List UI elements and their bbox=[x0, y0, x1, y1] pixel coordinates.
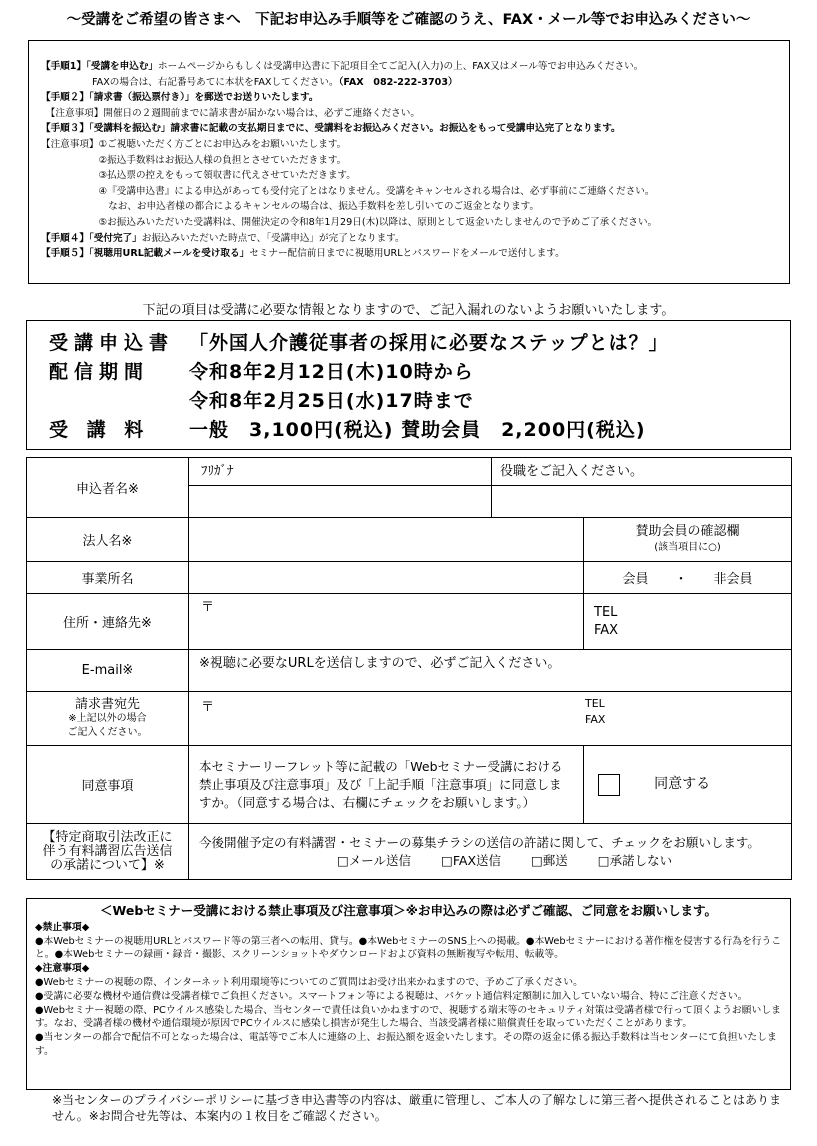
agree-label: 同意する bbox=[654, 776, 711, 793]
postal-mark: 〒 bbox=[201, 600, 215, 615]
ad-consent-cell bbox=[189, 824, 792, 880]
agree-cell[interactable] bbox=[584, 746, 792, 824]
step-bold: 【手順1】「受講を申込む」 bbox=[41, 61, 158, 72]
email-field[interactable] bbox=[189, 650, 792, 692]
opt-decline-checkbox[interactable]: □承諾しない bbox=[597, 852, 673, 868]
label-office: 事業所名 bbox=[27, 562, 189, 594]
course-key-period: 配信期間 bbox=[49, 361, 150, 383]
furigana-field[interactable] bbox=[189, 458, 492, 486]
step-line bbox=[41, 184, 779, 200]
step-line bbox=[41, 215, 779, 231]
fax-label: FAX bbox=[594, 622, 619, 638]
prohibited-text: ●本Webセミナーの視聴用URLとパスワード等の第三者への転用、貸与。●本WebセミナーのSNS上への掲載。●本Webセミナーにおける著作権を侵害する行為を行うこと。●本Webセミナーの録画・録音・撮影、スクリーンショットやダウンロードおよび資料の無断複写や転用、転載等。 bbox=[35, 935, 782, 961]
step-bold: 【手順２】「請求書（振込票付き）」を郵送でお送りいたします。 bbox=[41, 92, 319, 104]
course-fee: 一般 3,100円(税込) 賛助会員 2,200円(税込) bbox=[189, 419, 646, 441]
member-check-title: 賛助会員の確認欄 bbox=[635, 523, 740, 539]
label-address: 住所・連絡先※ bbox=[27, 594, 189, 650]
label-corp: 法人名※ bbox=[27, 518, 189, 562]
billing-title: 請求書宛先 bbox=[74, 696, 140, 712]
privacy-footer: ※当センターのプライバシーポリシーに基づき申込書等の内容は、厳重に管理し、ご本人の了解なしに第三者へ提供されることはありません。※お問合せ先等は、本案内の１枚目をご確認ください。 bbox=[52, 1093, 781, 1123]
notice-title: ＜Webセミナー受講における禁止事項及び注意事項＞※お申込みの際は必ずご確認、ご同意をお願いします。 bbox=[100, 903, 717, 918]
caution-text-1: ●Webセミナーの視聴の際、インターネット利用環境等についてのご質問はお受け出来かねますので、予めご了承ください。 bbox=[35, 976, 583, 988]
step-text: ⑤お振込みいただいた受講料は、開催決定の令和8年1月29日(木)以降は、原則として返金いたしませんので予めご了承ください。 bbox=[41, 216, 658, 228]
opt-fax-checkbox[interactable]: □FAX送信 bbox=[441, 852, 502, 868]
period-start: 令和8年2月12日(木)10時から bbox=[189, 361, 474, 383]
law-line-1: 【特定商取引法改正に bbox=[42, 829, 173, 845]
agree-checkbox[interactable] bbox=[598, 774, 620, 796]
step-text: セミナー配信前日までに視聴用URLとパスワードをメールで送付します。 bbox=[249, 248, 565, 260]
step-text: FAXの場合は、右記番号あてに本状をFAXしてください。 bbox=[41, 76, 339, 88]
corp-field[interactable] bbox=[189, 518, 584, 562]
webinar-notice bbox=[26, 898, 791, 1090]
step-line bbox=[41, 75, 779, 91]
step-line bbox=[41, 106, 779, 122]
billing-note-2: ご記入ください。 bbox=[67, 726, 148, 738]
course-key-fee: 受 講 料 bbox=[49, 419, 150, 441]
position-field[interactable] bbox=[492, 458, 792, 486]
step-line bbox=[41, 90, 779, 106]
position-label: 役職をご記入ください。 bbox=[500, 464, 644, 479]
course-info bbox=[26, 320, 791, 450]
step-line bbox=[41, 231, 779, 247]
step-text: ③払込票の控えをもって領収書に代えさせていただきます。 bbox=[41, 170, 356, 182]
member-check-sub: (該当項目に○) bbox=[654, 541, 721, 553]
step-text: お振込みいただいた時点で、「受講申込」が完了となります。 bbox=[141, 232, 405, 244]
step-bold: 【手順４】「受付完了」 bbox=[41, 232, 142, 244]
office-field[interactable] bbox=[189, 562, 584, 594]
billing-postal-mark: 〒 bbox=[201, 700, 215, 715]
step-text: なお、お申込者様の都合によるキャンセルの場合は、振込手数料を差し引いてのご返金となります。 bbox=[41, 201, 540, 213]
billing-note-1: ※上記以外の場合 bbox=[68, 712, 147, 724]
step-line bbox=[41, 121, 779, 137]
application-form bbox=[26, 457, 792, 880]
label-applicant: 申込者名※ bbox=[27, 458, 189, 518]
step-line bbox=[41, 59, 779, 75]
step-text: 【注意事項】①ご視聴いただく方ごとにお申込みをお願いいたします。 bbox=[41, 138, 347, 150]
prohibited-heading: ◆禁止事項◆ bbox=[35, 921, 90, 933]
period-end: 令和8年2月25日(水)17時まで bbox=[189, 390, 474, 412]
label-consent: 同意事項 bbox=[27, 746, 189, 824]
opt-post-checkbox[interactable]: □郵送 bbox=[531, 852, 568, 868]
step-line bbox=[41, 168, 779, 184]
step-line bbox=[41, 137, 779, 153]
step-bold: 【手順３】「受講料を振込む」請求書に記載の支払期日までに、受講料をお振込みください。お振込をもって受講申込完了となります。 bbox=[41, 123, 621, 135]
step-bold: 【手順５】「視聴用URL記載メールを受け取る」 bbox=[41, 248, 250, 260]
opt-mail-checkbox[interactable]: □メール送信 bbox=[337, 852, 412, 868]
position-value-field[interactable] bbox=[492, 486, 792, 518]
billing-field[interactable] bbox=[189, 692, 792, 746]
step-fax-number: （FAX 082-222-3703） bbox=[338, 76, 458, 88]
furigana-label: ﾌﾘｶﾞﾅ bbox=[201, 464, 234, 479]
law-line-3: の承諾について】※ bbox=[50, 857, 165, 873]
consent-text: 本セミナーリーフレット等に記載の「Webセミナー受講における禁止事項及び注意事項」及び「上記手順「注意事項」に同意しますか。（同意する場合は、右欄にチェックをお願いします。） bbox=[189, 746, 584, 824]
tel-label: TEL bbox=[594, 604, 618, 620]
label-billing bbox=[27, 692, 189, 746]
caution-heading: ◆注意事項◆ bbox=[35, 963, 90, 975]
step-line bbox=[41, 153, 779, 169]
application-steps bbox=[28, 40, 790, 284]
label-email: E-mail※ bbox=[27, 650, 189, 692]
label-ad-consent bbox=[27, 824, 189, 880]
page-header: ～受講をご希望の皆さまへ 下記お申込み手順等をご確認のうえ、FAX・メール等でお申込みください～ bbox=[66, 12, 751, 28]
billing-tel-label: TEL bbox=[585, 697, 605, 710]
step-text: ホームページからもしくは受講申込書に下記項目全てご記入(入力)の上、FAX又はメール等でお申込みください。 bbox=[158, 61, 644, 72]
law-line-2: 伴う有料講習広告送信 bbox=[42, 843, 173, 859]
entry-note: 下記の項目は受講に必要な情報となりますので、ご記入漏れのないようお願いいたします。 bbox=[142, 303, 675, 318]
course-key-form: 受講申込書 bbox=[49, 332, 175, 354]
ad-consent-text: 今後開催予定の有料講習・セミナーの募集チラシの送信の許諾に関して、チェックをお願いします。 bbox=[199, 834, 760, 850]
caution-text-2: ●受講に必要な機材や通信費は受講者様でご負担ください。スマートフォン等による視聴は、パケット通信料定額制に加入していない場合、特にご注意ください。 bbox=[35, 990, 748, 1002]
step-text: ②振込手数料はお振込人様の負担とさせていただきます。 bbox=[41, 154, 347, 166]
step-text: 【注意事項】開催日の２週間前までに請求書が届かない場合は、必ずご連絡ください。 bbox=[41, 107, 420, 119]
caution-text-4: ●当センターの都合で配信不可となった場合は、電話等でご本人に連絡の上、お振込額を返金いたします。その際の返金に係る振込手数料は当センターにて負担いたします。 bbox=[35, 1032, 777, 1057]
address-field[interactable] bbox=[189, 594, 584, 650]
member-check-header bbox=[584, 518, 792, 562]
step-line bbox=[41, 199, 779, 215]
step-line bbox=[41, 246, 779, 262]
email-note: ※視聴に必要なURLを送信しますので、必ずご記入ください。 bbox=[199, 656, 561, 671]
step-text: ④『受講申込書』による申込があっても受付完了とはなりません。受講をキャンセルされる場合は、必ず事前にご連絡ください。 bbox=[41, 185, 655, 197]
billing-fax-label: FAX bbox=[585, 713, 606, 726]
caution-text-3: ●Webセミナー視聴の際、PCウイルス感染した場合、当センターで責任は負いかねますので、視聴する端末等のセキュリティ対策は受講者様で行って頂くようお願いします。なお、受講者様の機材や通信環境が原因でPCウイルスに感染し損害が発生した場合、当該受講者様に賠償責任を取っていただくことがあります。 bbox=[35, 1004, 781, 1030]
applicant-name-field[interactable] bbox=[189, 486, 492, 518]
member-options[interactable]: 会員 ・ 非会員 bbox=[584, 562, 792, 594]
contact-field[interactable] bbox=[584, 594, 792, 650]
course-title: 「外国人介護従事者の採用に必要なステップとは？」 bbox=[189, 332, 669, 354]
